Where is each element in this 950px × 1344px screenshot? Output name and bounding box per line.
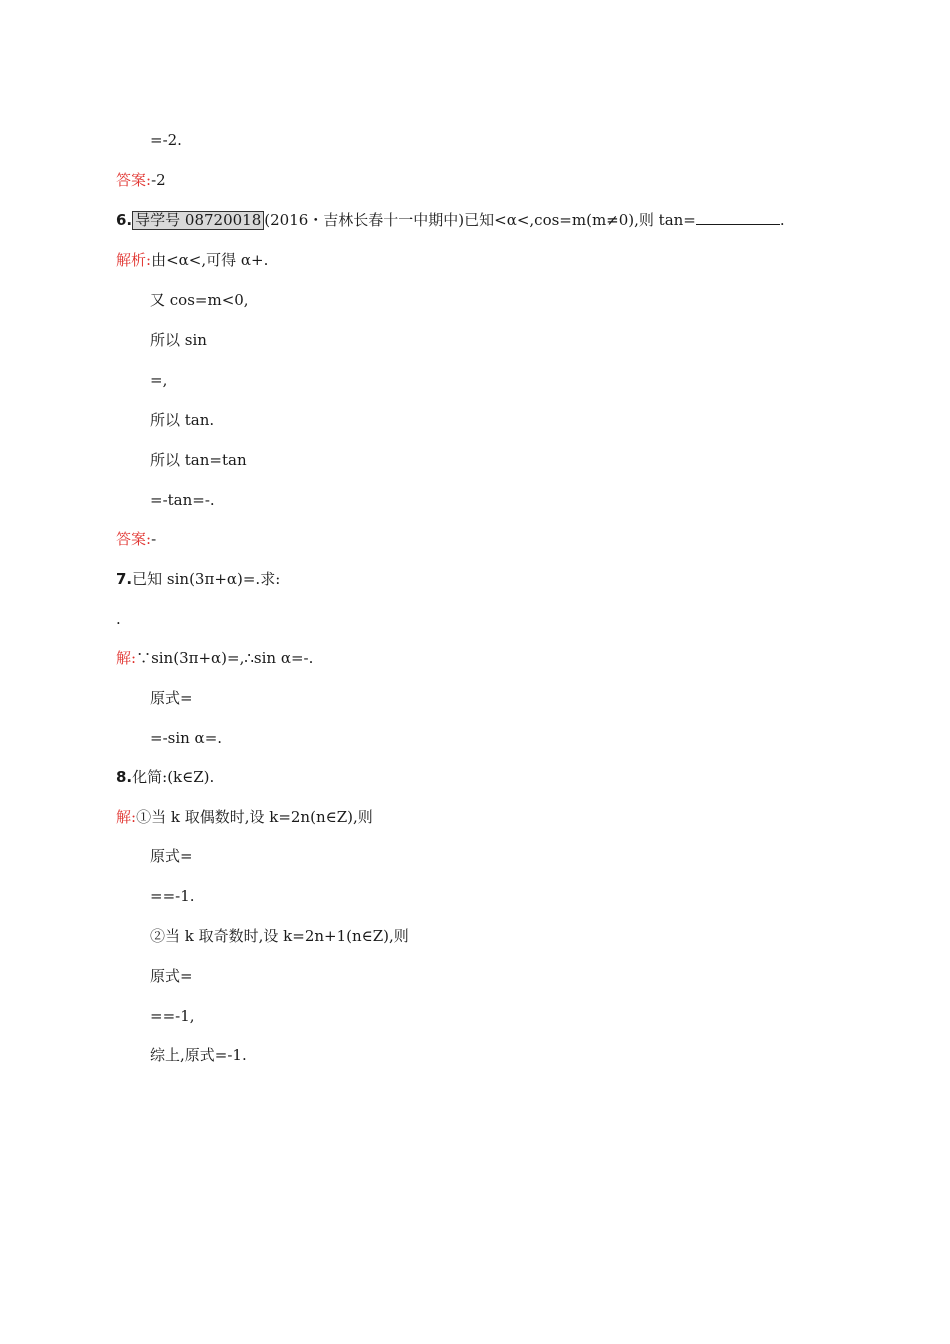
analysis-line <box>116 250 268 270</box>
answer-line-1 <box>116 170 166 190</box>
math-text: 原式= <box>150 967 193 985</box>
analysis-text: 由<α<,可得 α+. <box>151 251 269 269</box>
math-text: ==-1, <box>150 1007 195 1025</box>
question-6 <box>116 210 785 230</box>
solution-label: 解: <box>116 808 137 826</box>
math-text: =-sin α=. <box>150 729 223 747</box>
math-text: 所以 tan. <box>150 411 215 429</box>
math-text: 综上,原式=-1. <box>150 1046 247 1064</box>
reference-number-box: 导学号 08720018 <box>132 211 264 230</box>
line-10 <box>150 490 215 510</box>
line-9 <box>150 450 247 470</box>
solution-text: ∵sin(3π+α)=,∴sin α=-. <box>136 649 314 667</box>
solution-line-1 <box>116 648 313 668</box>
answer-line-2 <box>116 529 156 549</box>
solution-line-2 <box>116 807 373 827</box>
line-16 <box>150 728 222 748</box>
line-6 <box>150 330 207 350</box>
line-19 <box>150 846 193 866</box>
line-5 <box>150 290 249 310</box>
question-text: 已知 sin(3π+α)=.求: <box>132 570 281 588</box>
line-21 <box>150 926 409 946</box>
conclusion-line <box>150 1045 247 1065</box>
question-number: 7. <box>116 570 133 588</box>
math-text: =, <box>150 371 168 389</box>
line-22 <box>150 966 193 986</box>
math-text: 又 cos=m<0, <box>150 291 249 309</box>
analysis-label: 解析: <box>116 251 152 269</box>
answer-label: 答案: <box>116 171 152 189</box>
line-23 <box>150 1006 195 1026</box>
solution-label: 解: <box>116 649 137 667</box>
answer-blank <box>696 210 780 225</box>
math-text: ==-1. <box>150 887 195 905</box>
math-text: ②当 k 取奇数时,设 k=2n+1(n∈Z),则 <box>150 927 409 945</box>
line-8 <box>150 410 214 430</box>
question-text: (2016・吉林长春十一中期中)已知<α<,cos=m(m≠0),则 tan= <box>264 211 696 229</box>
question-text: 化简:(k∈Z). <box>132 768 215 786</box>
line-1 <box>150 130 182 150</box>
answer-value: - <box>151 530 157 548</box>
question-end: . <box>779 211 785 229</box>
answer-label: 答案: <box>116 530 152 548</box>
line-7 <box>150 370 167 390</box>
math-text: =-tan=-. <box>150 491 215 509</box>
question-number: 6. <box>116 211 133 229</box>
math-text: 原式= <box>150 847 193 865</box>
math-text: 所以 sin <box>150 331 207 349</box>
math-text: =-2. <box>150 131 182 149</box>
question-8 <box>116 767 214 787</box>
math-text: . <box>116 610 121 628</box>
math-text: 所以 tan=tan <box>150 451 247 469</box>
line-13 <box>116 609 121 629</box>
line-15 <box>150 688 193 708</box>
question-number: 8. <box>116 768 133 786</box>
line-20 <box>150 886 195 906</box>
question-7 <box>116 569 280 589</box>
math-text: 原式= <box>150 689 193 707</box>
solution-text: ①当 k 取偶数时,设 k=2n(n∈Z),则 <box>136 808 373 826</box>
answer-value: -2 <box>151 171 166 189</box>
